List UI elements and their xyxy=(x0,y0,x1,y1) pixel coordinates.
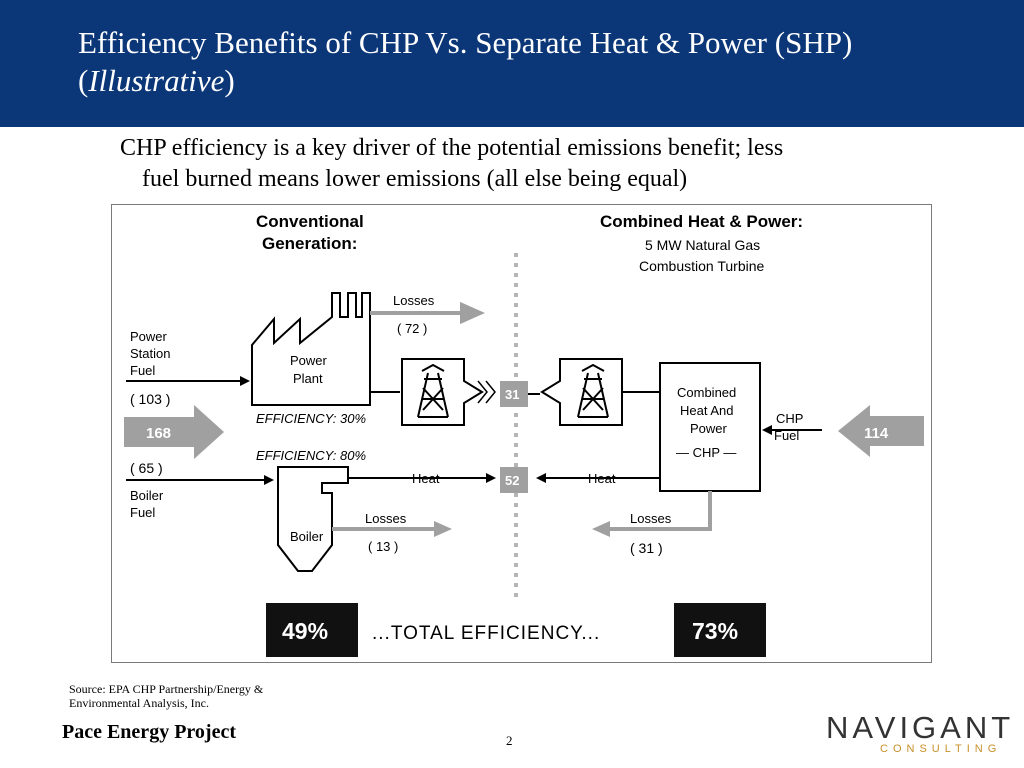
diagram-svg xyxy=(112,205,931,662)
chp-losses-arrowhead xyxy=(592,521,610,537)
power-station-fuel-1: Power xyxy=(130,329,167,344)
title-illustrative: Illustrative xyxy=(88,63,225,98)
source-line1: Source: EPA CHP Partnership/Energy & xyxy=(69,682,264,696)
conventional-title-1: Conventional xyxy=(256,212,364,231)
power-plant-losses-value: ( 72 ) xyxy=(397,321,428,336)
title-open-paren: ( xyxy=(78,63,89,98)
subtitle-bullet xyxy=(120,133,1000,195)
footer-project: Pace Energy Project xyxy=(62,721,236,743)
boiler-fuel-1: Boiler xyxy=(130,488,164,503)
chp-total-efficiency: 73% xyxy=(692,618,739,644)
conventional-title-2: Generation: xyxy=(262,234,358,253)
power-station-fuel-2: Station xyxy=(130,346,171,361)
power-plant-losses-label: Losses xyxy=(393,293,435,308)
subtitle-line2: fuel burned means lower emissions (all else being equal) xyxy=(142,166,688,192)
subtitle-line1: CHP efficiency is a key driver of the potential emissions benefit; less xyxy=(120,135,784,161)
power-station-fuel-3: Fuel xyxy=(130,363,156,378)
chp-box-4: — CHP — xyxy=(676,445,737,460)
chp-fuel-value: 114 xyxy=(864,425,889,442)
transmission-box-right xyxy=(542,359,622,425)
power-plant-efficiency: EFFICIENCY: 30% xyxy=(256,411,367,426)
chp-fuel-1: CHP xyxy=(776,411,804,426)
chp-subtitle-2: Combustion Turbine xyxy=(639,258,765,274)
chp-diagram xyxy=(111,204,932,663)
chp-losses-value: ( 31 ) xyxy=(630,540,663,556)
total-fuel-arrow-conventional xyxy=(124,405,224,459)
power-plant-1: Power xyxy=(290,353,327,368)
boiler-label: Boiler xyxy=(290,529,324,544)
power-plant-icon xyxy=(252,293,370,405)
slide-title xyxy=(78,24,1008,100)
boiler-losses-value: ( 13 ) xyxy=(368,539,399,554)
boiler-losses-arrowhead xyxy=(434,521,452,537)
total-efficiency-label: ...TOTAL EFFICIENCY... xyxy=(372,623,601,644)
power-plant-2: Plant xyxy=(293,371,323,386)
navigant-logo xyxy=(826,710,1015,760)
source-line2: Environmental Analysis, Inc. xyxy=(69,696,209,710)
conventional-total-efficiency: 49% xyxy=(282,618,329,644)
chp-subtitle-1: 5 MW Natural Gas xyxy=(645,237,761,253)
chp-fuel-2: Fuel xyxy=(774,428,800,443)
logo-main-text: NAVIGANT xyxy=(826,710,1015,745)
boiler-losses-label: Losses xyxy=(365,511,407,526)
logo-sub-text: CONSULTING xyxy=(880,743,1002,755)
chp-title: Combined Heat & Power: xyxy=(600,212,804,231)
power-fuel-value: ( 103 ) xyxy=(130,391,171,407)
chp-box-3: Power xyxy=(690,421,727,436)
boiler-heat-label: Heat xyxy=(412,471,440,486)
boiler-efficiency: EFFICIENCY: 80% xyxy=(256,448,367,463)
chp-heat-label: Heat xyxy=(588,471,616,486)
page-number: 2 xyxy=(506,733,513,748)
heat-output: 52 xyxy=(505,473,520,488)
boiler-fuel-value: ( 65 ) xyxy=(130,460,163,476)
title-line1: Efficiency Benefits of CHP Vs. Separate Heat & Power (SHP) xyxy=(78,25,853,60)
boiler-fuel-2: Fuel xyxy=(130,505,156,520)
electricity-output: 31 xyxy=(505,387,520,402)
source-note xyxy=(69,682,369,710)
chp-box-2: Heat And xyxy=(680,403,734,418)
total-fuel-conventional: 168 xyxy=(146,425,172,442)
boiler-icon xyxy=(278,467,348,571)
title-close-paren: ) xyxy=(224,63,235,98)
chp-losses-label: Losses xyxy=(630,511,672,526)
chp-box-1: Combined xyxy=(677,385,737,400)
header-bar xyxy=(0,0,1024,127)
